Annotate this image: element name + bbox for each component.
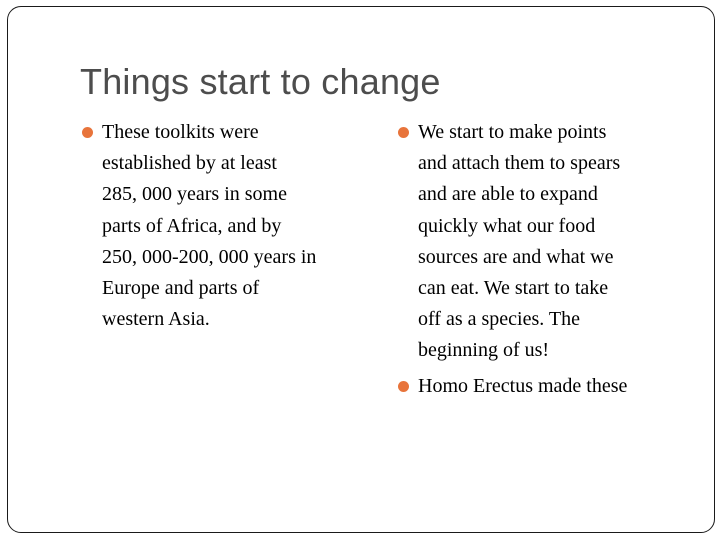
text-line: 285, 000 years in some — [102, 183, 287, 206]
bullet-point — [82, 117, 362, 335]
bullet-icon — [398, 127, 409, 138]
text-line: established by at least — [102, 152, 277, 175]
slide-title: Things start to change — [80, 61, 441, 102]
left-column — [82, 117, 362, 339]
text-line: These toolkits were — [102, 121, 259, 143]
bullet-icon — [398, 381, 409, 392]
bullet-text — [418, 371, 698, 402]
text-line: beginning of us! — [418, 339, 550, 362]
text-line: and are able to expand — [418, 183, 598, 206]
text-line: 250, 000-200, 000 years in — [102, 245, 317, 268]
bullet-text — [418, 117, 698, 367]
bullet-text — [102, 117, 362, 335]
text-line: We start to make points — [418, 121, 607, 143]
right-column — [398, 117, 698, 406]
bullet-point — [398, 117, 698, 367]
text-line: parts of Africa, and by — [102, 214, 282, 237]
text-line: Homo Erectus made these — [418, 374, 628, 397]
text-line: Europe and parts of — [102, 277, 260, 300]
bullet-icon — [82, 127, 93, 138]
bullet-point — [398, 371, 698, 402]
text-line: quickly what our food — [418, 214, 596, 237]
text-line: can eat. We start to take — [418, 277, 609, 300]
text-line: and attach them to spears — [418, 152, 621, 175]
text-line: off as a species. The — [418, 308, 580, 331]
text-line: sources are and what we — [418, 245, 614, 268]
text-line: western Asia. — [102, 308, 210, 331]
